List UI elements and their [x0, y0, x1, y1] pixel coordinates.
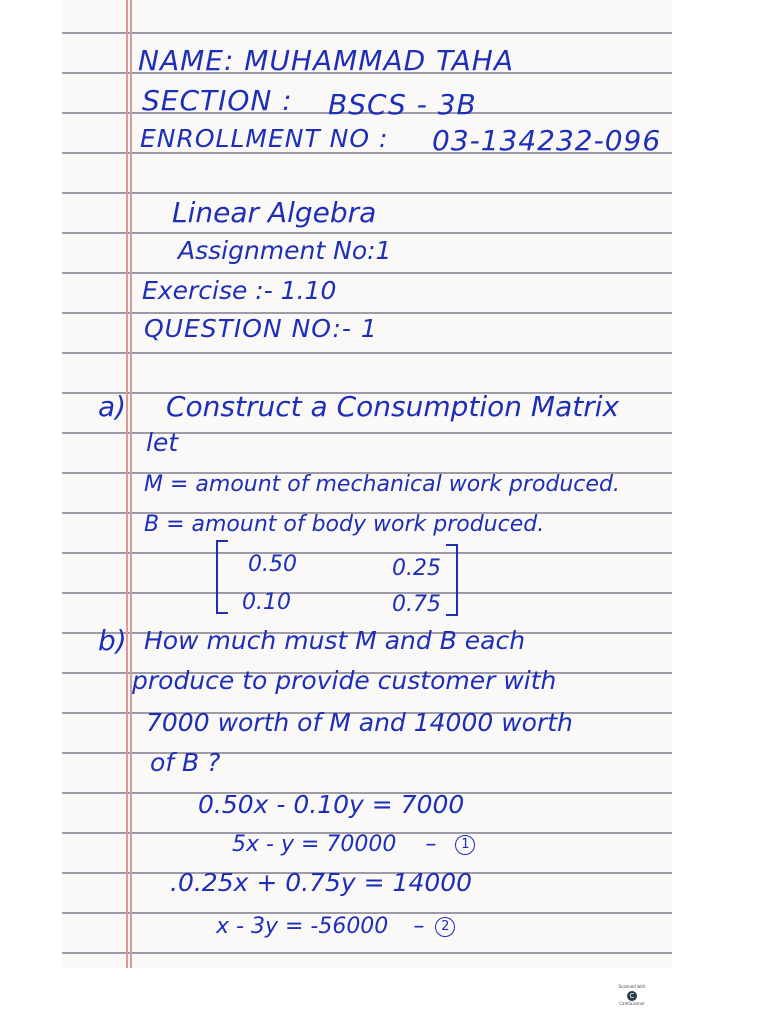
matrix-r2c2: 0.75	[392, 592, 441, 617]
margin-line-left-2	[130, 0, 132, 968]
matrix-bracket-right	[446, 544, 458, 616]
course-title: Linear Algebra	[172, 196, 377, 229]
margin-line-left	[126, 0, 128, 968]
question-line-1: How much must M and B each	[144, 626, 526, 655]
question-number: QUESTION NO:- 1	[144, 314, 378, 343]
equation-4-dash: –	[413, 914, 425, 939]
let-text: let	[146, 428, 179, 457]
exercise-number: Exercise :- 1.10	[142, 276, 337, 305]
matrix-r1c2: 0.25	[392, 556, 441, 581]
equation-4-text: x - 3y = -56000	[216, 914, 389, 939]
equation-2-dash: –	[425, 832, 437, 857]
question-line-3: 7000 worth of M and 14000 worth	[146, 708, 573, 737]
equation-2-text: 5x - y = 70000	[232, 832, 397, 857]
section-value: BSCS - 3B	[328, 88, 477, 121]
part-a-marker: a)	[98, 390, 127, 423]
matrix-r1c1: 0.50	[248, 552, 297, 577]
matrix-bracket-left	[216, 540, 228, 614]
enrollment-value: 03-134232-096	[432, 124, 662, 157]
equation-3: .0.25x + 0.75y = 14000	[170, 868, 473, 897]
camscanner-logo-icon: C	[627, 991, 637, 1001]
part-b-marker: b)	[98, 624, 127, 657]
section-label: SECTION :	[142, 84, 293, 117]
equation-2	[232, 832, 475, 857]
notebook-page	[62, 0, 672, 968]
question-line-4: of B ?	[150, 748, 221, 777]
equation-4-label: 2	[435, 917, 455, 937]
matrix-r2c1: 0.10	[242, 590, 291, 615]
enrollment-label: ENROLLMENT NO :	[140, 124, 389, 153]
part-a-title: Construct a Consumption Matrix	[166, 390, 620, 423]
equation-1: 0.50x - 0.10y = 7000	[198, 790, 465, 819]
equation-4	[216, 914, 455, 939]
watermark-top-text: Scanned with	[618, 984, 646, 989]
definition-m: M = amount of mechanical work produced.	[144, 472, 620, 497]
student-name: NAME: MUHAMMAD TAHA	[138, 44, 514, 77]
question-line-2: produce to provide customer with	[132, 666, 557, 695]
assignment-number: Assignment No:1	[178, 236, 392, 265]
watermark-name: CamScanner	[619, 1001, 645, 1006]
equation-2-label: 1	[455, 835, 475, 855]
camscanner-watermark	[618, 984, 646, 1014]
definition-b: B = amount of body work produced.	[144, 512, 545, 537]
